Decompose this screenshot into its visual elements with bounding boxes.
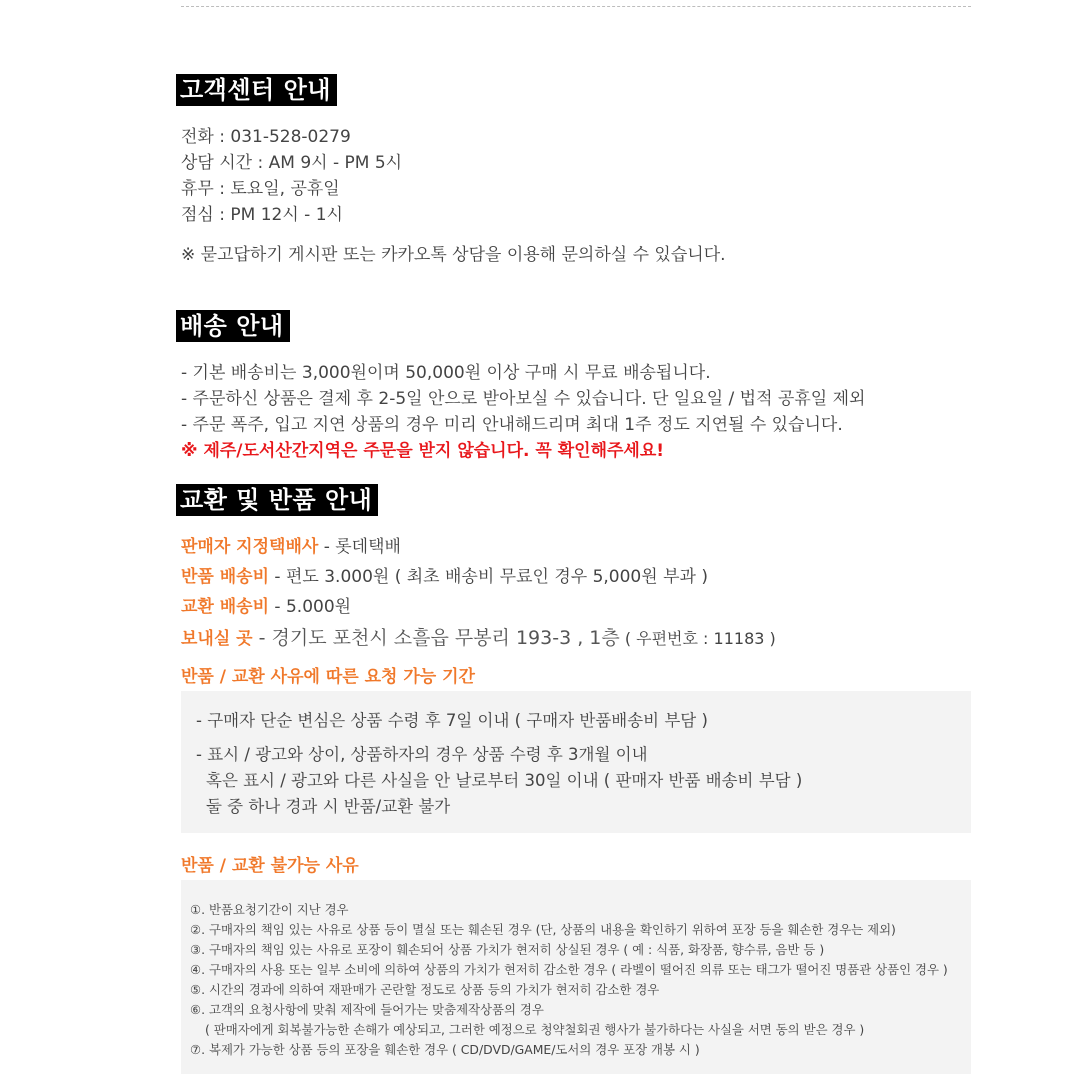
request-period-title: 반품 / 교환 사유에 따른 요청 가능 기간: [181, 667, 475, 687]
courier-value: - 롯데택배: [318, 537, 401, 557]
period-line-1: - 구매자 단순 변심은 상품 수령 후 7일 이내 ( 구매자 반품배송비 부담 ): [196, 711, 708, 730]
unable-reason-6: ⑥. 고객의 요청사항에 맞춰 제작에 들어가는 맞춤제작상품의 경우: [190, 1002, 544, 1017]
unable-reason-2: ②. 구매자의 책임 있는 사유로 상품 등이 멸실 또는 훼손된 경우 (단, 상품의 내용을 확인하기 위하여 포장 등을 훼손한 경우는 제외): [190, 922, 896, 937]
shipping-line-2: - 주문하신 상품은 결제 후 2-5일 안으로 받아보실 수 있습니다. 단 일요일 / 법적 공휴일 제외: [181, 389, 866, 409]
lunch-text: 점심 : PM 12시 - 1시: [181, 205, 343, 225]
return-fee-value: - 편도 3.000원 ( 최초 배송비 무료인 경우 5,000원 부과 ): [269, 567, 708, 587]
shipping-line-3: - 주문 폭주, 입고 지연 상품의 경우 미리 안내해드리며 최대 1주 정도 지연될 수 있습니다.: [181, 415, 843, 435]
unable-reason-4: ④. 구매자의 사용 또는 일부 소비에 의하여 상품의 가치가 현저히 감소한 경우 ( 라벨이 떨어진 의류 또는 태그가 떨어진 명품관 상품인 경우 ): [190, 962, 948, 977]
jeju-warning: ※ 제주/도서산간지역은 주문을 받지 않습니다. 꼭 확인해주세요!: [181, 441, 665, 461]
address-row: [181, 623, 776, 650]
unable-reason-5: ⑤. 시간의 경과에 의하여 재판매가 곤란할 정도로 상품 등의 가치가 현저히 감소한 경우: [190, 982, 660, 997]
closed-text: 휴무 : 토요일, 공휴일: [181, 179, 340, 199]
inquiry-note: ※ 묻고답하기 게시판 또는 카카오톡 상담을 이용해 문의하실 수 있습니다.: [181, 245, 726, 265]
customer-center-heading: 고객센터 안내: [176, 74, 337, 106]
unable-reason-1: ①. 반품요청기간이 지난 경우: [190, 902, 349, 917]
unable-reasons-title: 반품 / 교환 불가능 사유: [181, 856, 359, 876]
address-label: 보내실 곳: [181, 629, 253, 649]
shipping-line-1: - 기본 배송비는 3,000원이며 50,000원 이상 구매 시 무료 배송됩니다.: [181, 363, 711, 383]
phone-text: 전화 : 031-528-0279: [181, 127, 351, 147]
period-line-2: - 표시 / 광고와 상이, 상품하자의 경우 상품 수령 후 3개월 이내: [196, 745, 648, 764]
exchange-fee-label: 교환 배송비: [181, 597, 270, 617]
exchange-fee-row: [181, 592, 351, 617]
unable-reason-7: ⑦. 복제가 가능한 상품 등의 포장을 훼손한 경우 ( CD/DVD/GAME/도서의 경우 포장 개봉 시 ): [190, 1042, 700, 1057]
address-value: - 경기도 포천시 소흘읍 무봉리 193-3 , 1층: [252, 627, 620, 649]
request-period-box: [181, 691, 971, 833]
return-fee-label: 반품 배송비: [181, 567, 270, 587]
period-line-4: 둘 중 하나 경과 시 반품/교환 불가: [206, 797, 451, 816]
courier-label: 판매자 지정택배사: [181, 537, 319, 557]
unable-reason-6-detail: ( 판매자에게 회복불가능한 손해가 예상되고, 그러한 예정으로 청약철회권 행사가 불가하다는 사실을 서면 동의 받은 경우 ): [205, 1022, 865, 1037]
return-fee-row: [181, 562, 708, 587]
exchange-fee-value: - 5.000원: [269, 597, 352, 617]
shipping-heading: 배송 안내: [176, 310, 290, 342]
unable-reason-3: ③. 구매자의 책임 있는 사유로 포장이 훼손되어 상품 가치가 현저히 상실된 경우 ( 예 : 식품, 화장품, 향수류, 음반 등 ): [190, 942, 825, 957]
hours-text: 상담 시간 : AM 9시 - PM 5시: [181, 153, 403, 173]
courier-row: [181, 532, 401, 557]
postal-code: ( 우편번호 : 11183 ): [619, 629, 776, 648]
period-line-3: 혹은 표시 / 광고와 다른 사실을 안 날로부터 30일 이내 ( 판매자 반품 배송비 부담 ): [206, 771, 803, 790]
top-divider: [181, 6, 971, 7]
exchange-heading: 교환 및 반품 안내: [176, 484, 378, 516]
